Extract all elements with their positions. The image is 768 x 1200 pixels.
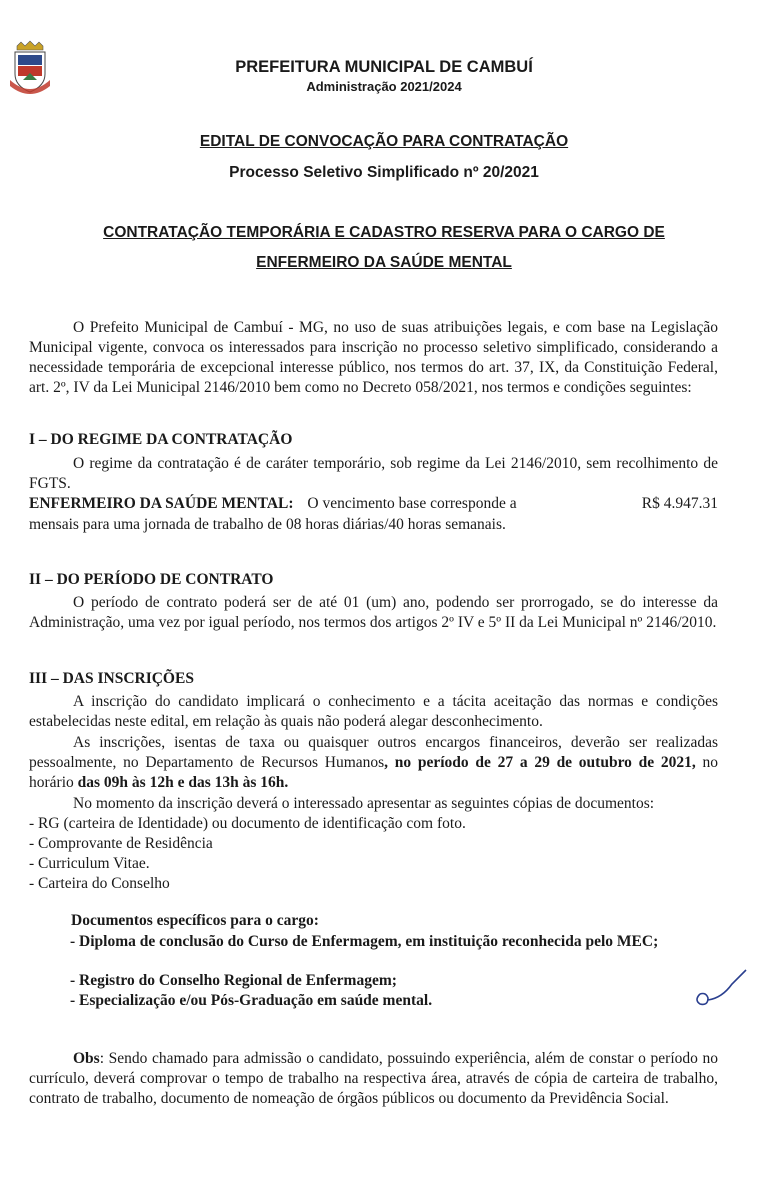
- registration-text: As inscrições, isentas de taxa ou quaisquer outros encargos financeiros, deverão ser realizadas pessoalmente, no Departamento de Recursos Humanos: [29, 734, 718, 771]
- salary-line: [29, 495, 718, 513]
- section-3-heading: III – DAS INSCRIÇÕES: [29, 670, 194, 687]
- specific-doc-item-2: - Registro do Conselho Regional de Enfermagem;: [70, 972, 397, 989]
- intro-paragraph: O Prefeito Municipal de Cambuí - MG, no uso de suas atribuições legais, e com base na Legislação Municipal vigente, convoca os interessados para inscrição no processo seletivo simplificado, considerando a necessidade temporária de excepcional interesse público, nos termos do art. 37, IX, da Constituição Federal, art. 2º, IV da Lei Municipal 2146/2010 bem como no Decreto 058/2021, nos termos e condições seguintes:: [29, 319, 718, 396]
- role-label: ENFERMEIRO DA SAÚDE MENTAL:: [29, 495, 294, 512]
- regime-paragraph: O regime da contratação é de caráter temporário, sob regime da Lei 2146/2010, sem recolhimento de FGTS.: [29, 455, 718, 492]
- salary-text: O vencimento base corresponde a: [307, 495, 517, 512]
- section-1-heading: I – DO REGIME DA CONTRATAÇÃO: [29, 431, 293, 448]
- section-2-heading: II – DO PERÍODO DE CONTRATO: [29, 571, 274, 588]
- subject-line-1: CONTRATAÇÃO TEMPORÁRIA E CADASTRO RESERVA PARA O CARGO DE: [103, 224, 665, 241]
- document-item: - RG (carteira de Identidade) ou documento de identificação com foto.: [29, 815, 466, 832]
- specific-doc-item-3: - Especialização e/ou Pós-Graduação em saúde mental.: [70, 992, 433, 1009]
- registration-hours-label: no horário: [29, 754, 718, 791]
- registration-paragraph-2: [29, 733, 718, 793]
- document-item: - Comprovante de Residência: [29, 835, 213, 852]
- specific-doc-item-1: - Diploma de conclusão do Curso de Enfermagem, em instituição reconhecida pelo MEC;: [70, 933, 659, 950]
- document-item: - Carteira do Conselho: [29, 875, 170, 892]
- subject-line-2: ENFERMEIRO DA SAÚDE MENTAL: [256, 254, 512, 271]
- registration-period: , no período de 27 a 29 de outubro de 2021,: [384, 754, 696, 771]
- registration-paragraph-1: A inscrição do candidato implicará o conhecimento e a tácita aceitação das normas e condições estabelecidas neste edital, em relação às quais não poderá alegar desconhecimento.: [29, 693, 718, 730]
- document-item: - Curriculum Vitae.: [29, 855, 150, 872]
- municipality-title: PREFEITURA MUNICIPAL DE CAMBUÍ: [235, 58, 533, 76]
- salary-tail: mensais para uma jornada de trabalho de 08 horas diárias/40 horas semanais.: [29, 516, 506, 533]
- signature-mark-icon: [690, 968, 750, 1010]
- edital-title: EDITAL DE CONVOCAÇÃO PARA CONTRATAÇÃO: [199, 133, 569, 150]
- observation-label: Obs: [73, 1050, 100, 1067]
- contract-period-paragraph: O período de contrato poderá ser de até 01 (um) ano, podendo ser prorrogado, se do interesse da Administração, uma vez por igual período, nos termos dos artigos 2º IV e 5º II da Lei Municipal nº 2146/2010.: [29, 594, 718, 631]
- salary-value: R$ 4.947.31: [641, 495, 718, 512]
- administration-period: Administração 2021/2024: [306, 79, 462, 94]
- specific-docs-heading: Documentos específicos para o cargo:: [71, 912, 319, 929]
- observation-paragraph: [29, 1049, 718, 1109]
- observation-text: : Sendo chamado para admissão o candidato, possuindo experiência, além de constar o período no currículo, deverá comprovar o tempo de trabalho na respectiva área, através de cópia de carteira de trabalho, contrato de trabalho, documento de nomeação de órgãos públicos ou documento da Previdência Social.: [29, 1050, 718, 1107]
- registration-hours: das 09h às 12h e das 13h às 16h.: [77, 774, 289, 791]
- process-number: Processo Seletivo Simplificado nº 20/2021: [229, 164, 539, 181]
- documents-intro: No momento da inscrição deverá o interessado apresentar as seguintes cópias de documentos:: [73, 795, 655, 812]
